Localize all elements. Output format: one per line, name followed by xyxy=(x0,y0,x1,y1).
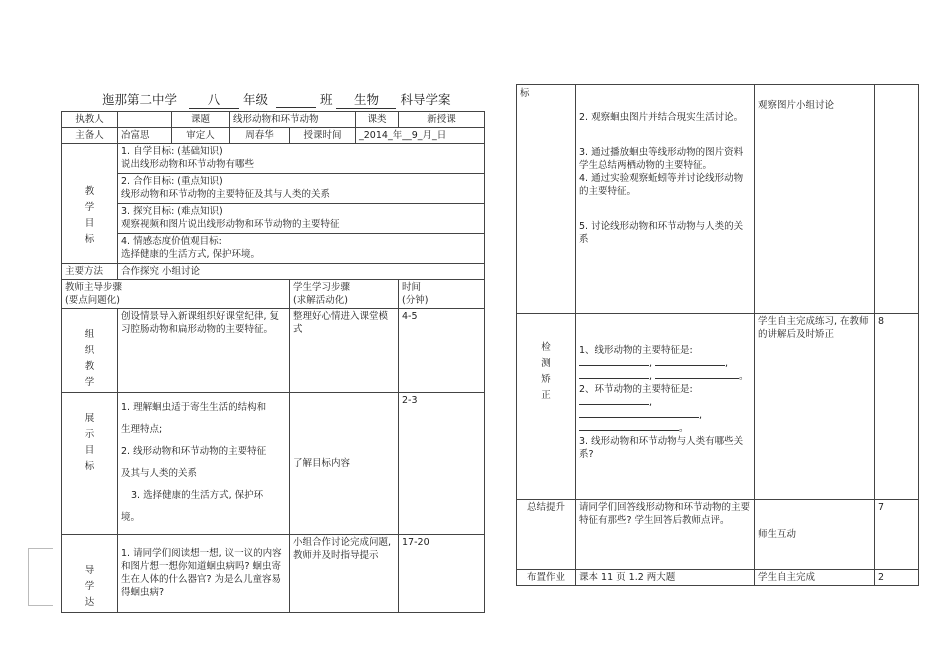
cont-label: 标 xyxy=(517,85,576,314)
goals-label: 教 学 目 标 xyxy=(62,144,118,264)
summary-label: 总结提升 xyxy=(517,500,576,570)
check-row xyxy=(517,314,919,500)
homework-teacher: 课本 11 页 1.2 两大题 xyxy=(576,570,755,586)
student-steps-header: 学生学习步骤 (求解活动化) xyxy=(290,280,399,309)
steps-header-row xyxy=(62,280,485,309)
show-label: 展 示 目 标 xyxy=(62,393,118,535)
grade-label: 年级 xyxy=(242,92,268,107)
guide-label: 导 学 达 xyxy=(62,535,118,613)
show-student: 了解目标内容 xyxy=(290,393,399,535)
check-student: 学生自主完成练习, 在教师的讲解后及时矫正 xyxy=(755,314,875,500)
school-name: 迤那第二中学 xyxy=(102,92,178,107)
time-header: 时间 (分钟) xyxy=(399,280,485,309)
reviewer-label: 审定人 xyxy=(172,128,230,144)
info-row-1 xyxy=(62,112,485,128)
goal-row-1 xyxy=(62,144,485,174)
prep-label: 主备人 xyxy=(62,128,118,144)
goal-row-3 xyxy=(62,204,485,234)
guide-teacher: 1. 请同学们阅读想一想, 议一议的内容和图片想一想你知道蛔虫病吗? 蛔虫寄生在人体的什么器官? 为是么儿童容易得蛔虫病? xyxy=(118,535,290,613)
goal-item: 4. 情感态度价值观目标: 选择健康的生活方式, 保护环境。 xyxy=(118,234,485,264)
right-table xyxy=(516,84,919,586)
homework-label: 布置作业 xyxy=(517,570,576,586)
goal-row-4 xyxy=(62,234,485,264)
check-label: 检 测 矫 正 xyxy=(517,314,576,500)
goal-row-2 xyxy=(62,174,485,204)
homework-time: 2 xyxy=(875,570,919,586)
info-row-2 xyxy=(62,128,485,144)
organize-time: 4-5 xyxy=(399,309,485,393)
cont-student: 观察图片小组讨论 xyxy=(755,85,875,314)
subject-value: 生物 xyxy=(336,90,396,109)
check-time: 8 xyxy=(875,314,919,500)
page-title xyxy=(102,90,450,109)
grade-value: 八 xyxy=(189,90,239,109)
summary-time: 7 xyxy=(875,500,919,570)
summary-student: 师生互动 xyxy=(755,500,875,570)
goal-item: 1. 自学目标: (基础知识) 说出线形动物和环节动物有哪些 xyxy=(118,144,485,174)
show-time: 2-3 xyxy=(399,393,485,535)
homework-student: 学生自主完成 xyxy=(755,570,875,586)
topic-value: 线形动物和环节动物 xyxy=(230,112,356,128)
check-questions: 1、线形动物的主要特征是: , , , 。 2、环节动物的主要特征是: , , 。 3. 线形动物和环节动物与人类有哪些关系? xyxy=(576,314,755,500)
prep-value: 冶富思 xyxy=(118,128,172,144)
cont-time xyxy=(875,85,919,314)
show-row xyxy=(62,393,485,535)
teacher-steps-header: 教师主导步骤 (要点问题化) xyxy=(62,280,290,309)
cont-row xyxy=(517,85,919,314)
guide-time: 17-20 xyxy=(399,535,485,613)
cont-teacher: 2. 观察蛔虫图片并结合現实生活讨论。 3. 通过播放蛔虫等线形动物的图片资料学生总结两栖动物的主要特征。 4. 通过实验观察蚯蚓等并讨论线形动物的主要特征。 5. 讨论线形动物和环节动物与人类的关系 xyxy=(576,85,755,314)
organize-teacher: 创设情景导入新课组织好课堂纪律, 复习腔肠动物和扁形动物的主要特征。 xyxy=(118,309,290,393)
method-label: 主要方法 xyxy=(62,264,118,280)
doc-label: 科导学案 xyxy=(400,92,451,107)
summary-teacher: 请同学们回答线形动物和环节动物的主要特征有那些? 学生回答后教师点评。 xyxy=(576,500,755,570)
reviewer-value: 周春华 xyxy=(230,128,290,144)
guide-student: 小组合作讨论完成问题, 教师并及时指导提示 xyxy=(290,535,399,613)
teacher-label: 执教人 xyxy=(62,112,118,128)
type-label: 课类 xyxy=(356,112,399,128)
organize-row xyxy=(62,309,485,393)
method-row xyxy=(62,264,485,280)
show-teacher: 1. 理解蛔虫适于寄生生活的结构和 生理特点; 2. 线形动物和环节动物的主要特征 及其与人类的关系 3. 选择健康的生活方式, 保护环 境。 xyxy=(118,393,290,535)
time-label: 授课时间 xyxy=(290,128,356,144)
time-value: _2014_年__9_月_日 xyxy=(356,128,485,144)
goal-item: 3. 探究目标: (难点知识) 观察视频和图片说出线形动物和环节动物的主要特征 xyxy=(118,204,485,234)
guide-row xyxy=(62,535,485,613)
margin-box xyxy=(28,548,53,606)
organize-student: 整理好心情进入课堂模式 xyxy=(290,309,399,393)
summary-row xyxy=(517,500,919,570)
left-table xyxy=(61,111,485,613)
organize-label: 组 织 教 学 xyxy=(62,309,118,393)
teacher-value xyxy=(118,112,172,128)
method-value: 合作探究 小组讨论 xyxy=(118,264,485,280)
class-blank xyxy=(276,92,316,108)
goal-item: 2. 合作目标: (重点知识) 线形动物和环节动物的主要特征及其与人类的关系 xyxy=(118,174,485,204)
class-label: 班 xyxy=(319,92,333,107)
topic-label: 课题 xyxy=(172,112,230,128)
type-value: 新授课 xyxy=(399,112,485,128)
homework-row xyxy=(517,570,919,586)
